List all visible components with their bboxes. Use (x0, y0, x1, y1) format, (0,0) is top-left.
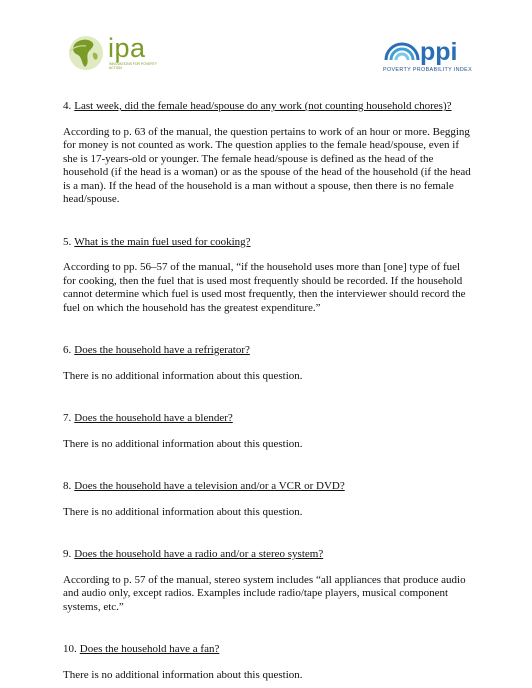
question-number: 5. (63, 235, 72, 248)
question-number: 7. (63, 412, 72, 424)
answer-paragraph: According to p. 57 of the manual, stereo system includes “all appliances that produce audio and audio only, except radios. Examples include radio/tape players, musical component systems, etc.” (63, 573, 466, 613)
question-heading (63, 344, 473, 358)
ipa-logo (66, 33, 158, 73)
question-text: Does the household have a blender? (74, 412, 233, 424)
section-4 (63, 100, 473, 207)
answer-paragraph: There is no additional information about this question. (63, 505, 303, 518)
question-heading (63, 236, 473, 250)
question-text: Does the household have a radio and/or a stereo system? (74, 548, 324, 560)
ppi-wordmark: ppi (420, 38, 458, 66)
question-text: Does the household have a fan? (79, 643, 220, 655)
section-5 (63, 236, 473, 316)
question-number: 6. (63, 344, 72, 356)
section-7 (63, 412, 473, 451)
question-heading (63, 643, 473, 657)
ppi-tagline: POVERTY PROBABILITY INDEX (383, 67, 473, 73)
question-number: 8. (63, 480, 72, 492)
section-10 (63, 643, 473, 682)
question-number: 4. (63, 100, 72, 112)
question-number: 9. (63, 548, 72, 560)
question-heading (63, 412, 473, 426)
question-text: Does the household have a refrigerator? (74, 344, 250, 356)
document-body (63, 100, 473, 682)
rainbow-arcs-icon (383, 36, 421, 62)
section-6 (63, 344, 473, 383)
ipa-wordmark: ipa (108, 33, 146, 63)
question-heading (63, 480, 473, 494)
question-text: Last week, did the female head/spouse do any work (not counting household chores)? (74, 100, 452, 112)
ppi-logo (383, 36, 493, 76)
ipa-tagline: INNOVATIONS FOR POVERTY ACTION (109, 62, 157, 70)
section-8 (63, 480, 473, 519)
answer-paragraph: There is no additional information about this question. (63, 369, 303, 382)
question-heading (63, 100, 473, 114)
question-heading (63, 548, 473, 562)
question-text: Does the household have a television and/or a VCR or DVD? (74, 480, 345, 492)
answer-paragraph: According to pp. 56–57 of the manual, “if the household uses more than [one] type of fuel for cooking, then the fuel that is used most frequently should be recorded. If the household cannot determine which fuel is used most frequently, then the interviewer should record the fuel on which the household has the greatest expenditure.” (63, 261, 466, 314)
answer-paragraph: There is no additional information about this question. (63, 437, 303, 450)
answer-paragraph: There is no additional information about this question. (63, 668, 303, 681)
section-9 (63, 548, 473, 614)
answer-paragraph: According to p. 63 of the manual, the question pertains to work of an hour or more. Begging for money is not counted as work. The question applies to the female head/spouse, even if she is 17-years-old or younger. The female head/spouse is defined as the head of the household (if the head is a woman) or as the spouse of the head of the household (if the head is a man). If the head of the household is a man without a spouse, then there is no female head/spouse. (63, 125, 471, 205)
globe-icon (66, 33, 106, 73)
question-number: 10. (63, 643, 77, 655)
question-text: What is the main fuel used for cooking? (74, 235, 251, 248)
